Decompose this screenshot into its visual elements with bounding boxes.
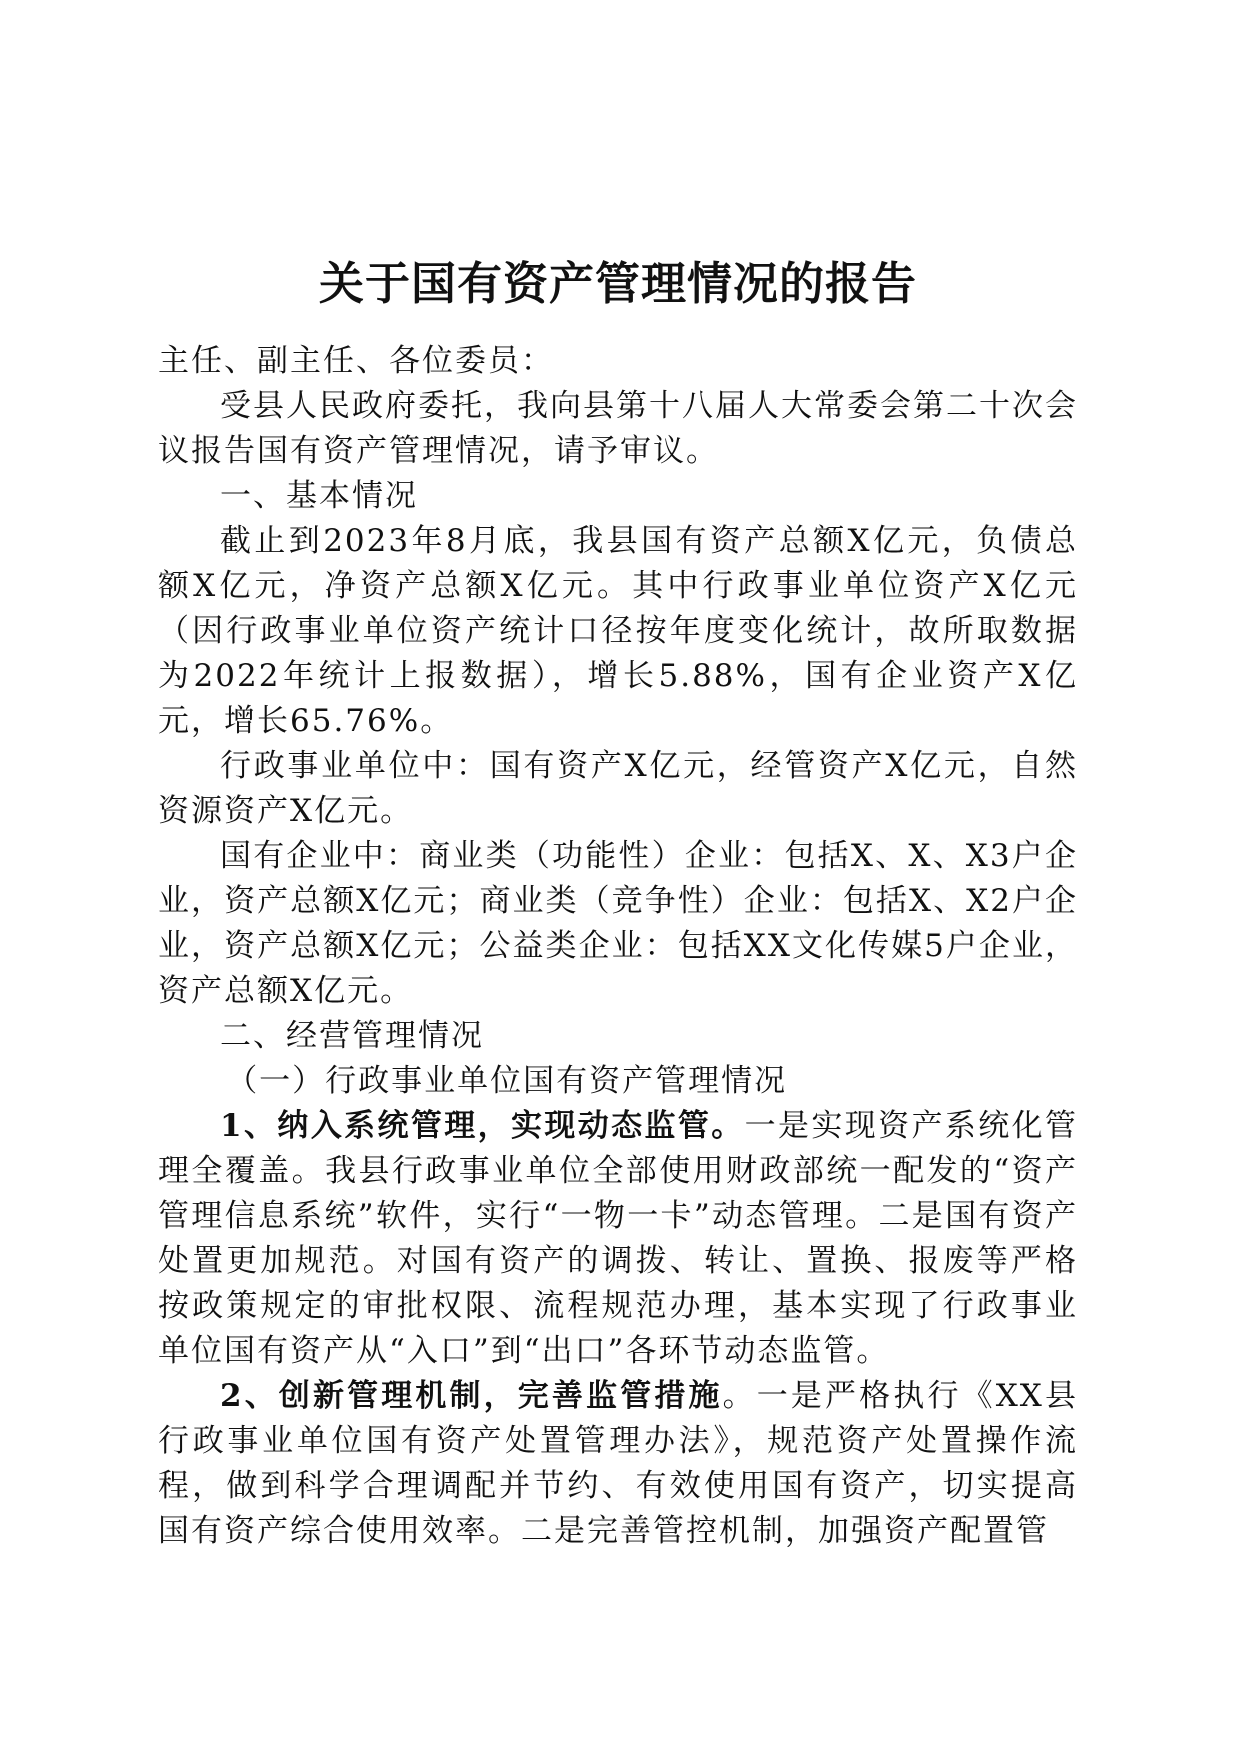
item-1-paragraph [158,1104,1078,1374]
item-2-paragraph [158,1374,1078,1554]
section-heading-management: 二、经营管理情况 [220,1018,484,1054]
document-body [158,339,1078,1554]
intro-paragraph: 受县人民政府委托，我向县第十八届人大常委会第二十次会议报告国有资产管理情况，请予审议。 [158,388,1078,469]
basic-paragraph-2: 行政事业单位中：国有资产X亿元，经管资产X亿元，自然资源资产X亿元。 [158,748,1078,829]
item-2-lead: 2、创新管理机制，完善监管措施 [220,1378,723,1414]
subsection-heading: （一）行政事业单位国有资产管理情况 [226,1063,788,1099]
item-1-text: 一是实现资产系统化管理全覆盖。我县行政事业单位全部使用财政部统一配发的“资产管理信息系统”软件，实行“一物一卡”动态管理。二是国有资产处置更加规范。对国有资产的调拨、转让、置换、报废等严格按政策规定的审批权限、流程规范办理，基本实现了行政事业单位国有资产从“入口”到“出口”各环节动态监管。 [158,1108,1079,1369]
section-heading-basic: 一、基本情况 [220,478,418,514]
item-1-lead: 1、纳入系统管理，实现动态监管。 [220,1108,745,1144]
document-title: 关于国有资产管理情况的报告 [318,257,917,310]
item-2-text: 。一是严格执行《XX县行政事业单位国有资产处置管理办法》，规范资产处置操作流程，做到科学合理调配并节约、有效使用国有资产，切实提高国有资产综合使用效率。二是完善管控机制，加强资产配置管 [158,1378,1078,1549]
salutation: 主任、副主任、各位委员： [158,343,554,379]
basic-paragraph-1: 截止到2023年8月底，我县国有资产总额X亿元，负债总额X亿元，净资产总额X亿元。其中行政事业单位资产X亿元（因行政事业单位资产统计口径按年度变化统计，故所取数据为2022年统计上报数据），增长5.88%，国有企业资产X亿元，增长65.76%。 [158,523,1078,739]
basic-paragraph-3: 国有企业中：商业类（功能性）企业：包括X、X、X3户企业，资产总额X亿元；商业类（竞争性）企业：包括X、X2户企业，资产总额X亿元；公益类企业：包括XX文化传媒5户企业，资产总额X亿元。 [158,838,1078,1009]
